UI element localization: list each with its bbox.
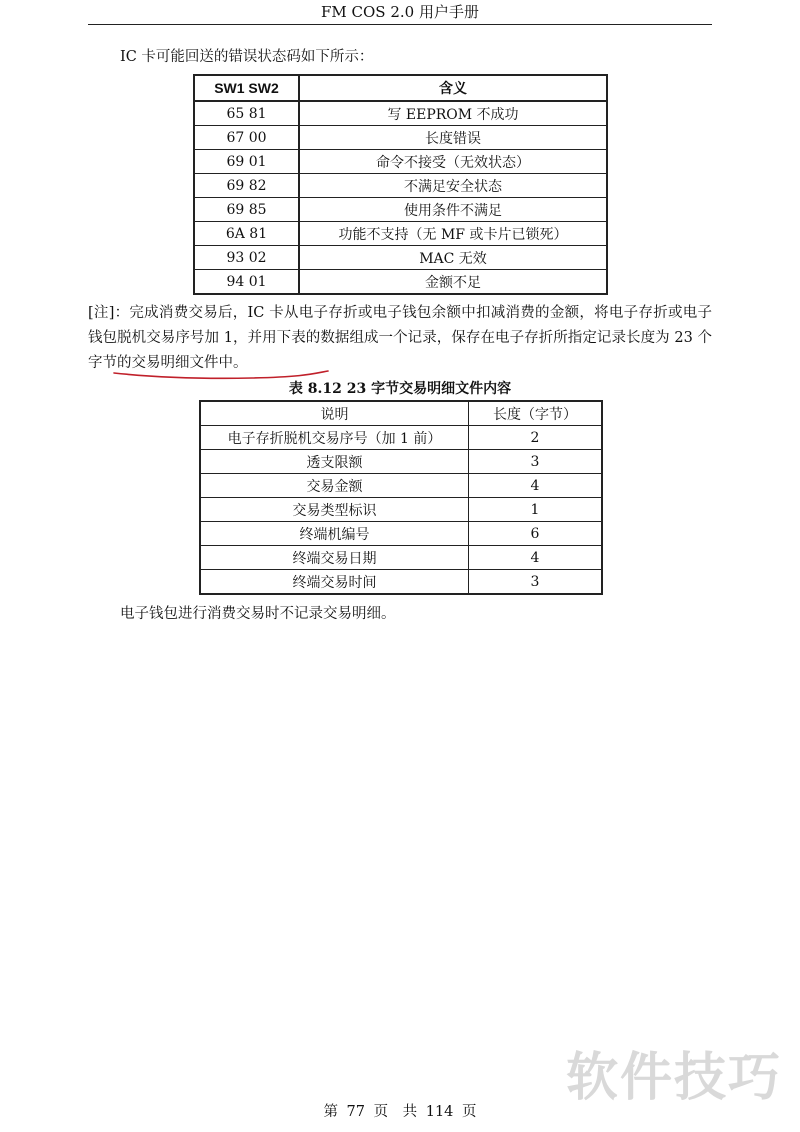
closing-paragraph: 电子钱包进行消费交易时不记录交易明细。 [120, 606, 396, 622]
table-header-row [194, 75, 607, 101]
length-cell: 4 [469, 474, 603, 498]
status-code-table [193, 74, 608, 295]
table-row [200, 570, 602, 595]
meaning-cell: 使用条件不满足 [299, 198, 607, 222]
meaning-cell: 命令不接受（无效状态） [299, 150, 607, 174]
column-header-length: 长度（字节） [469, 401, 603, 426]
length-cell: 4 [469, 546, 603, 570]
table-header-row [200, 401, 602, 426]
status-code-cell: 6A 81 [194, 222, 299, 246]
length-cell: 3 [469, 450, 603, 474]
status-code-cell: 94 01 [194, 270, 299, 295]
table-row [200, 426, 602, 450]
table-row [194, 150, 607, 174]
status-code-cell: 69 82 [194, 174, 299, 198]
table-row [194, 270, 607, 295]
table-row [200, 474, 602, 498]
page-number: 第 77 页 共 114 页 [323, 1104, 477, 1120]
length-cell: 2 [469, 426, 603, 450]
table-row [200, 498, 602, 522]
status-code-cell: 69 01 [194, 150, 299, 174]
meaning-cell: 金额不足 [299, 270, 607, 295]
meaning-cell: 写 EEPROM 不成功 [299, 101, 607, 126]
description-cell: 终端交易时间 [200, 570, 469, 595]
meaning-cell: 长度错误 [299, 126, 607, 150]
column-header-description: 说明 [200, 401, 469, 426]
meaning-cell: 不满足安全状态 [299, 174, 607, 198]
table-row [200, 522, 602, 546]
meaning-cell: 功能不支持（无 MF 或卡片已锁死） [299, 222, 607, 246]
length-cell: 3 [469, 570, 603, 595]
table-row [194, 246, 607, 270]
description-cell: 交易类型标识 [200, 498, 469, 522]
status-code-cell: 65 81 [194, 101, 299, 126]
note-paragraph: [注]：完成消费交易后，IC 卡从电子存折或电子钱包余额中扣减消费的金额，将电子存折或电子钱包脱机交易序号加 1，并用下表的数据组成一个记录，保存在电子存折所指定记录长度为 23 个字节的交易明细文件中。 [88, 305, 712, 371]
table-row [200, 546, 602, 570]
meaning-cell: MAC 无效 [299, 246, 607, 270]
table-row [200, 450, 602, 474]
document-title: FM COS 2.0 用户手册 [321, 3, 479, 21]
table-row [194, 222, 607, 246]
description-cell: 电子存折脱机交易序号（加 1 前） [200, 426, 469, 450]
table-caption: 表 8.12 23 字节交易明细文件内容 [288, 381, 512, 397]
transaction-detail-table [199, 400, 603, 595]
table-row [194, 126, 607, 150]
length-cell: 6 [469, 522, 603, 546]
description-cell: 终端交易日期 [200, 546, 469, 570]
status-code-cell: 69 85 [194, 198, 299, 222]
description-cell: 交易金额 [200, 474, 469, 498]
intro-paragraph: IC 卡可能回送的错误状态码如下所示： [120, 49, 374, 65]
description-cell: 终端机编号 [200, 522, 469, 546]
column-header-meaning: 含义 [299, 75, 607, 101]
table-row [194, 101, 607, 126]
table-row [194, 198, 607, 222]
status-code-cell: 93 02 [194, 246, 299, 270]
description-cell: 透支限额 [200, 450, 469, 474]
table-row [194, 174, 607, 198]
column-header-sw: SW1 SW2 [194, 75, 299, 101]
page-header [88, 2, 712, 25]
page-footer [0, 1100, 800, 1121]
status-code-cell: 67 00 [194, 126, 299, 150]
length-cell: 1 [469, 498, 603, 522]
watermark: 软件技巧 [566, 1048, 783, 1108]
